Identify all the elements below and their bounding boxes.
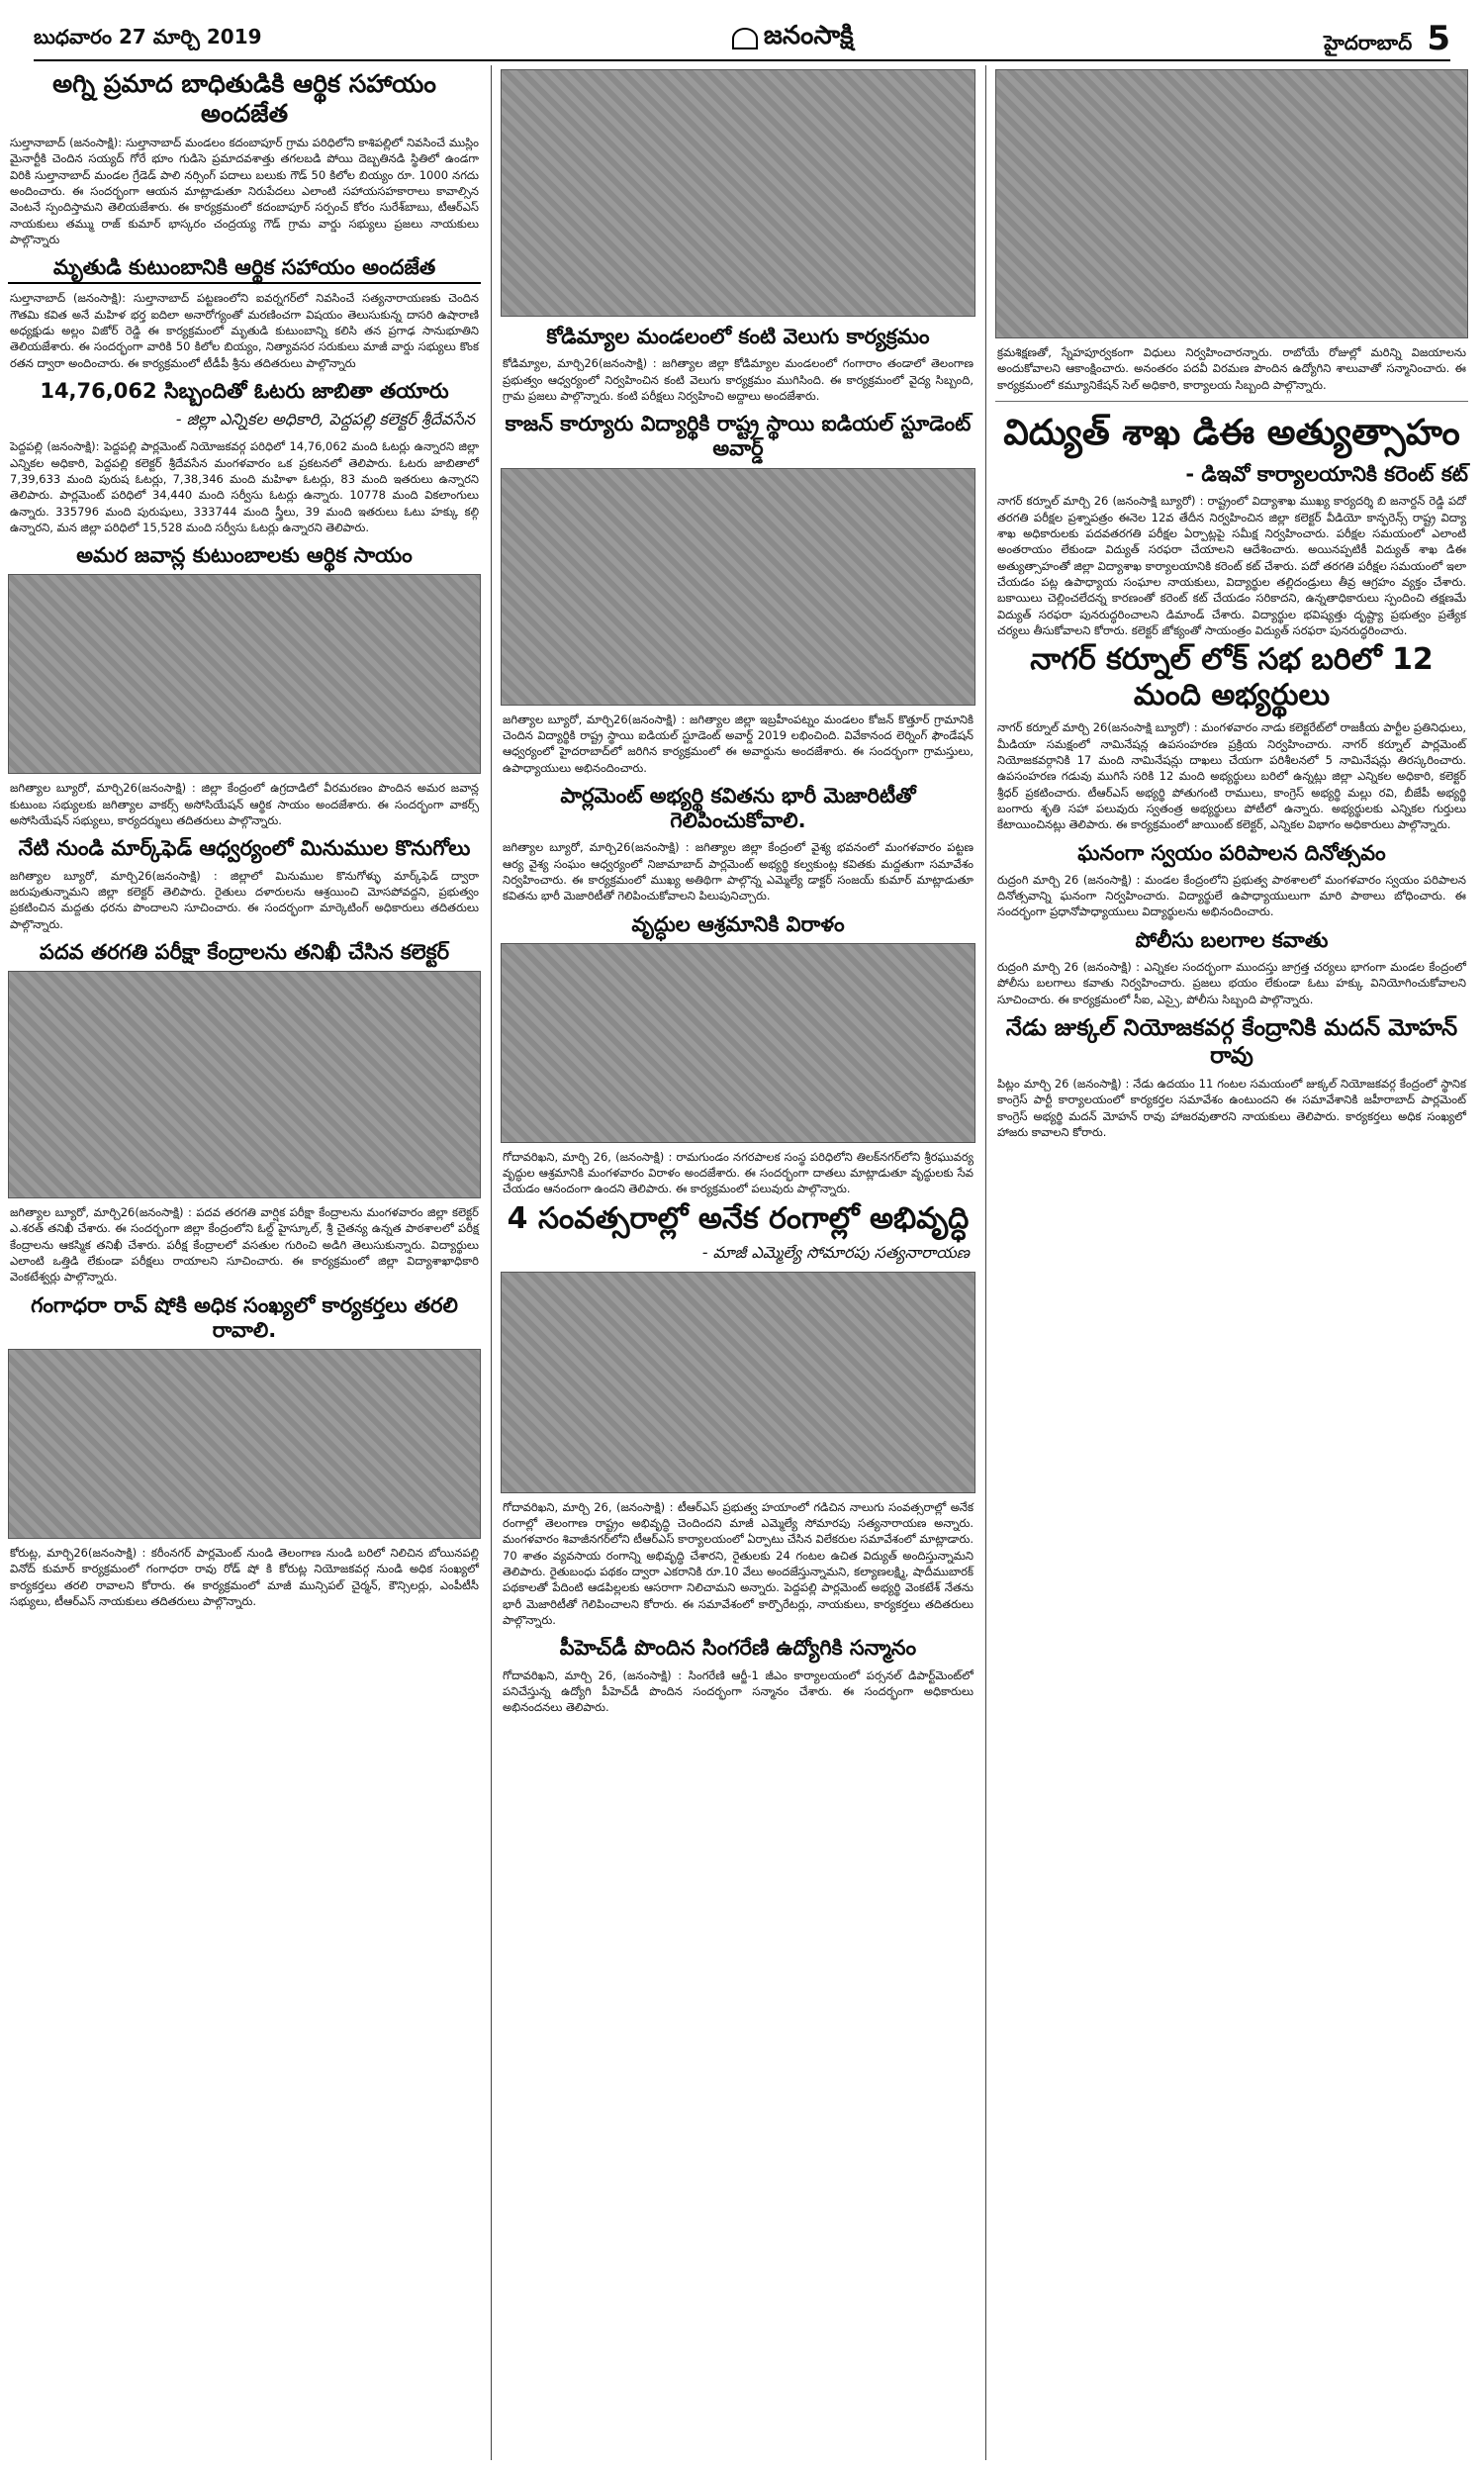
headline: కోడిమ్యాల మండలంలో కంటి వెలుగు కార్యక్రమం: [546, 325, 930, 348]
article-body: గోదావరిఖని, మార్చి 26, (జనంసాక్షి) : రామగుండం నగరపాలక సంస్థ పరిధిలోని తిలక్‌నగర్‌లోని శ్రీరఘువర్య వృద్ధుల ఆశ్రమానికి మంగళవారం విరాళం అందజేశారు. ఈ సందర్భంగా దాతలు మాట్లాడుతూ వృద్ధులకు సేవ చేయడం ఆనందంగా ఉందని తెలిపారు. ఈ కార్యక్రమంలో పలువురు పాల్గొన్నారు.: [503, 1149, 974, 1196]
news-photo: [8, 971, 481, 1198]
headline: విద్యుత్ శాఖ డిఈ అత్యుత్సాహం: [1003, 412, 1460, 453]
divider: [995, 401, 1468, 402]
article-body: పిట్లం మార్చి 26 (జనంసాక్షి) : నేడు ఉదయం 11 గంటల సమయంలో జుక్కల్ నియోజకవర్గ కేంద్రంలో స్థానిక కాంగ్రెస్ పార్టీ కార్యాలయంలో కార్యకర్తల సమావేశం ఉంటుందని ఈ సమావేశానికి జహీరాబాద్ పార్లమెంట్ కాంగ్రెస్ అభ్యర్థి మదన్ మోహన్ రావు హాజరవుతారని నాయకులు తెలిపారు. కార్యకర్తలు అధిక సంఖ్యలో హాజరు కావాలని కోరారు.: [997, 1077, 1466, 1140]
headline: వృద్ధుల ఆశ్రమానికి విరాళం: [631, 911, 845, 936]
article-body: సుల్తానాబాద్ (జనంసాక్షి): సుల్తానాబాద్ పట్టణంలోని ఐవర్నగర్‌లో నివసించే సత్యనారాయణకు చెందిన గౌతమి కవిత అనే మహిళ భర్త ఐదిలా అనారోగ్యంతో మరణించగా విషయం తెలుసుకున్న దాసరి ఉషారాణి అధ్యక్షుడు అల్లం విజోర్ రెడ్డి ఈ కార్యక్రమంలో మృతుడి కుటుంబాన్ని కలిసి తన ప్రగాఢ సానుభూతిని తెలియజేశారు. ఈ సందర్భంగా వారికి 50 కిలోల బియ్యం, నిత్యావసర సరుకులు మాజీ వార్డు సభ్యులు కొంక రతన ద్వారా అందించారు. ఈ కార్యక్రమంలో టీడీపీ శ్రీను తదితరులు పాల్గొన్నారు: [10, 291, 479, 370]
article-body: నాగర్ కర్నూల్ మార్చి 26 (జనంసాక్షి బ్యూరో) : రాష్ట్రంలో విద్యాశాఖ ముఖ్య కార్యదర్శి బి జనార్దన్ రెడ్డి పదో తరగతి పరీక్షల ప్రశ్నాపత్రం ఈనెల 12వ తేదీన నిర్వహించిన జిల్లా కలెక్టర్ వీడియో కాన్ఫరెన్స్ రాష్ట్ర విద్యా శాఖ అధికారులకు పదవతరగతి పరీక్షల ఏర్పాట్లపై సమీక్ష నిర్వహించారు. పరీక్షల సమయంలో ఎలాంటి అంతరాయం లేకుండా విద్యుత్ సరఫరా చేయాలని ఆదేశించారు. అయినప్పటికీ విద్యుత్ శాఖ డిఈ అత్యుత్సాహంతో జిల్లా విద్యాశాఖ కార్యాలయానికి కరెంట్ కట్ చేశారు. పదో తరగతి పరీక్షల సమయంలో ఇలా చేయడం పట్ల ఉపాధ్యాయ సంఘాల నాయకులు, విద్యార్థుల తల్లిదండ్రులు తీవ్ర ఆగ్రహం వ్యక్తం చేశారు. బకాయిలు చెల్లించలేదన్న కారణంతో కరెంట్ కట్ చేయడం సరికాదని, ఉన్నతాధికారులు స్పందించి తక్షణమే విద్యుత్ సరఫరా పునరుద్ధరించాలని డిమాండ్ చేశారు. విద్యార్థుల భవిష్యత్తు దృష్ట్యా ప్రభుత్వం ప్రత్యేక చర్యలు తీసుకోవాలని కోరారు. కలెక్టర్ జోక్యంతో సాయంత్రం విద్యుత్ సరఫరా పునరుద్ధరించారు.: [997, 494, 1466, 637]
headline: పార్లమెంట్ అభ్యర్థి కవితను భారీ మెజారిటీతో గెలిపించుకోవాలి.: [560, 783, 916, 833]
news-photo: [995, 69, 1468, 338]
article-body: గోదావరిఖని, మార్చి 26, (జనంసాక్షి) : టీఆర్ఎస్ ప్రభుత్వ హయాంలో గడిచిన నాలుగు సంవత్సరాల్లో అనేక రంగాల్లో తెలంగాణ రాష్ట్రం అభివృద్ధి చెందిందని మాజీ ఎమ్మెల్యే సోమారపు సత్యనారాయణ అన్నారు. మంగళవారం శివాజీనగర్‌లోని టీఆర్ఎస్ కార్యాలయంలో ఏర్పాటు చేసిన విలేకరుల సమావేశంలో మాట్లాడారు. 70 శాతం వ్యవసాయ రంగాన్ని అభివృద్ధి చేశారని, రైతులకు 24 గంటల ఉచిత విద్యుత్ అందిస్తున్నామని తెలిపారు. రైతుబంధు పథకం ద్వారా ఎకరానికి రూ.10 వేలు అందజేస్తున్నామని, కల్యాణలక్ష్మి, షాదీముబారక్ పథకాలతో పేదింటి ఆడపిల్లలకు ఆసరాగా నిలిచామని అన్నారు. పెద్దపల్లి పార్లమెంట్ అభ్యర్థి వెంకటేశ్ నేతను భారీ మెజారిటీతో గెలిపించాలని కోరారు. ఈ సమావేశంలో కార్పొరేటర్లు, నాయకులు, కార్యకర్తలు తదితరులు పాల్గొన్నారు.: [503, 1499, 974, 1628]
headline: పదవ తరగతి పరీక్షా కేంద్రాలను తనిఖీ చేసిన కలెక్టర్: [39, 939, 450, 964]
headline: నాగర్ కర్నూల్ లోక్ సభ బరిలో 12 మంది అభ్యర్థులు: [1030, 642, 1434, 714]
article-body: జగిత్యాల బ్యూరో, మార్చి26(జనంసాక్షి) : పదవ తరగతి వార్షిక పరీక్షా కేంద్రాలను మంగళవారం జిల్లా కలెక్టర్ ఎ.శరత్ తనిఖీ చేశారు. ఈ సందర్భంగా జిల్లా కేంద్రంలోని ఓల్డ్ హైస్కూల్, శ్రీ చైతన్య ఉన్నత పాఠశాలలో పరీక్ష కేంద్రాలను ఆకస్మిక తనిఖీ చేశారు. పరీక్ష కేంద్రాలలో వసతుల గురించి అడిగి తెలుసుకున్నారు. విద్యార్థులు ఎలాంటి ఒత్తిడి లేకుండా పరీక్షలు రాయాలని సూచించారు. ఈ కార్యక్రమంలో జిల్లా విద్యాశాఖాధికారి వెంకటేశ్వర్లు పాల్గొన్నారు.: [10, 1205, 479, 1285]
sub-headline: - డిఇవో కార్యాలయానికి కరెంట్ కట్: [1185, 462, 1468, 487]
article-body: జగిత్యాల బ్యూరో, మార్చి26(జనంసాక్షి) : జగిత్యాల జిల్లా ఇబ్రహీంపట్నం మండలం కోజన్ కొత్తూర్ గ్రామానికి చెందిన విద్యార్థికి రాష్ట్ర స్థాయి ఐడియల్ స్టూడెంట్ అవార్డ్ 2019 లభించింది. వివేకానంద లెర్నింగ్ ఫౌండేషన్ ఆధ్వర్యంలో హైదరాబాద్‌లో జరిగిన కార్యక్రమంలో ఈ అవార్డును అందజేశారు. ఈ సందర్భంగా గ్రామస్తులు, ఉపాధ్యాయులు అభినందించారు.: [503, 712, 974, 775]
column-middle: [497, 65, 979, 2460]
article-body: నాగర్ కర్నూల్ మార్చి 26(జనంసాక్షి బ్యూరో) : మంగళవారం నాడు కలెక్టరేట్‌లో రాజకీయ పార్టీల ప్రతినిధులు, మీడియా సమక్షంలో నామినేషన్ల ఉపసంహరణ ప్రక్రియ నిర్వహించారు. నాగర్ కర్నూల్ పార్లమెంట్ నియోజకవర్గానికి 17 మంది నామినేషన్లు దాఖలు చేయగా పరిశీలనలో 5 నామినేషన్లు తిరస్కరించారు. ఉపసంహరణ గడువు ముగిసే సరికి 12 మంది అభ్యర్థులు బరిలో ఉన్నట్లు జిల్లా ఎన్నికల అధికారి, కలెక్టర్ శ్రీధర్ ప్రకటించారు. టీఆర్ఎస్ అభ్యర్థి పోతుగంటి రాములు, కాంగ్రెస్ అభ్యర్థి మల్లు రవి, బీజేపీ అభ్యర్థి బంగారు శృతి సహా పలువురు స్వతంత్ర అభ్యర్థులు పోటీలో ఉన్నారు. అభ్యర్థులకు ఎన్నికల గుర్తులు కేటాయించినట్లు తెలిపారు. ఈ కార్యక్రమంలో జాయింట్ కలెక్టర్, ఎన్నికల విభాగం అధికారులు పాల్గొన్నారు.: [997, 720, 1466, 832]
article-body: జగిత్యాల బ్యూరో, మార్చి26(జనంసాక్షి) : జగిత్యాల జిల్లా కేంద్రంలో వైశ్య భవనంలో మంగళవారం పట్టణ ఆర్య వైశ్య సంఘం ఆధ్వర్యంలో నిజామాబాద్ పార్లమెంట్ అభ్యర్థి కల్వకుంట్ల కవితకు మద్దతుగా సమావేశం నిర్వహించారు. ఈ కార్యక్రమంలో ముఖ్య అతిథిగా పాల్గొన్న ఎమ్మెల్యే డాక్టర్ సంజయ్ కుమార్ మాట్లాడుతూ కవితను భారీ మెజారిటీతో గెలిపించుకోవాలని పిలుపునిచ్చారు.: [503, 840, 974, 904]
headline: గంగాధరా రావ్ షోకి అధిక సంఖ్యలో కార్యకర్తలు తరలి రావాలి.: [31, 1292, 458, 1342]
news-photo: [501, 69, 975, 317]
column-divider: [985, 65, 986, 2460]
article-body: సుల్తానాబాద్ (జనంసాక్షి): సుల్తానాబాద్ మండలం కదంబాపూర్ గ్రామ పరిధిలోని కాశిపల్లిలో నివసించే ముస్లిం మైనార్టీకి చెందిన సయ్యద్ గోరే భూం గుడిసె ప్రమాదవశాత్తు తగలబడి పోయి దెబ్బతినడి స్థితిలో ఉండగా విరికి సుల్తానాబాద్ మండల గ్రేడెడ్ పాలి నర్సింగ్ పదాలు బలుకు గౌడ్ 50 కిలోల బియ్యం రూ. 1000 నగదు అందించారు. ఈ సందర్భంగా ఆయన మాట్లాడుతూ నిరుపేదలు ఎలాంటి సహాయసహకారాలు కావాల్సిన వెంటనే స్పందిస్తామని తెలియజేశారు. ఈ కార్యక్రమంలో కదంబాపూర్ సర్పంచ్ కోరం సురేశ్‌బాబు, టీఆర్ఎస్ నాయకులు తమ్ము రాజ్ కుమార్ భాస్కరం చంద్రయ్య గౌడ్ గ్రామ వార్డు సభ్యులు ప్రజలు నాయకులు పాల్గొన్నారు: [10, 136, 479, 246]
headline: పీహెచ్‌డీ పొందిన సింగరేణి ఉద్యోగికి సన్మానం: [559, 1636, 917, 1661]
headline: 4 సంవత్సరాల్లో అనేక రంగాల్లో అభివృద్ధి: [507, 1200, 970, 1236]
page-number: 5: [1427, 18, 1450, 58]
news-photo: [501, 1272, 975, 1493]
edition-city: హైదరాబాద్: [1324, 30, 1413, 54]
column-right: [991, 65, 1472, 2460]
article-body: రుద్రంగి మార్చి 26 (జనంసాక్షి) : మండల కేంద్రంలోని ప్రభుత్వ పాఠశాలలో మంగళవారం స్వయం పరిపాలన దినోత్సవాన్ని ఘనంగా నిర్వహించారు. విద్యార్థులే ఉపాధ్యాయులుగా మారి పాఠాలు బోధించారు. ఈ సందర్భంగా ప్రధానోపాధ్యాయులు విద్యార్థులను అభినందించారు.: [997, 872, 1466, 919]
newspaper-title: జనంసాక్షి: [763, 21, 854, 50]
article-body: కోరుట్ల, మార్చి26(జనంసాక్షి) : కరీంనగర్ పార్లమెంట్ నుండి తెలంగాణ నుండి బరిలో నిలిచిన బోయినపల్లి వినోద్ కుమార్ కార్యక్రమంలో గంగాధరా రావు రోడ్ షో కి కోరుట్ల నియోజకవర్గ నుండి అధిక సంఖ్యలో కార్యకర్తలు తరలి రావాలని కోరారు. ఈ కార్యక్రమంలో మాజీ మున్సిపల్ చైర్మన్, కౌన్సిలర్లు, ఎంపీటీసీ సభ్యులు, టీఆర్ఎస్ నాయకులు తదితరులు పాల్గొన్నారు.: [10, 1546, 479, 1609]
headline: అమర జవాన్ల కుటుంబాలకు ఆర్థిక సాయం: [76, 543, 413, 568]
article-body: జగిత్యాల బ్యూరో, మార్చి26(జనంసాక్షి) : జిల్లాలో మినుముల కొనుగోళ్ళు మార్క్‌ఫెడ్ ద్వారా జరుపుతున్నామని జిల్లా కలెక్టర్ తెలిపారు. రైతులు దళారులను ఆశ్రయించి మోసపోవద్దని, ప్రభుత్వం ప్రకటించిన మద్దతు ధరను పొందాలని సూచించారు. ఈ సందర్భంగా మార్కెటింగ్ అధికారులు తదితరులు పాల్గొన్నారు.: [10, 868, 479, 931]
column-divider: [491, 65, 492, 2460]
headline: మృతుడి కుటుంబానికి ఆర్థిక సహాయం అందజేత: [8, 255, 481, 284]
article-body: పెద్దపల్లి (జనంసాక్షి): పెద్దపల్లి పార్లమెంట్ నియోజకవర్గ పరిధిలో 14,76,062 మంది ఓటర్లు ఉన్నారని జిల్లా ఎన్నికల అధికారి, పెద్దపల్లి కలెక్టర్ శ్రీదేవసేన మంగళవారం ఒక ప్రకటనలో తెలిపారు. ఓటరు జాబితాలో 7,39,633 మంది పురుష ఓటర్లు, 7,38,346 మంది మహిళా ఓటర్లు, 83 మంది ఇతరులు ఉన్నారని తెలిపారు. పార్లమెంట్ పరిధిలో 34,440 మంది సర్వీసు ఓటర్లు ఉన్నారు. 10778 మంది వికలాంగులు ఉన్నారు. 335796 మంది పురుషులు, 333744 మంది స్త్రీలు, 39 మంది ఇతరులు ఓటు హక్కు కల్గి ఉన్నారని, మన జిల్లా పరిధిలో 15,528 మంది సర్వీసు ఓటర్లు ఉన్నారని తెలిపారు.: [10, 439, 479, 534]
edition-right: [1324, 19, 1450, 59]
paper-logo-icon: [732, 28, 758, 49]
headline: 14,76,062 సిబ్బందితో ఓటరు జాబితా తయారు: [40, 379, 449, 404]
headline: అగ్ని ప్రమాద బాధితుడికి ఆర్థిక సహాయం అందజేత: [52, 69, 436, 128]
news-photo: [8, 574, 481, 774]
article-body: కోడిమ్యాల, మార్చి26(జనంసాక్షి) : జగిత్యాల జిల్లా కోడిమ్యాల మండలంలో గంగారాం తండాలో తెలంగాణ ప్రభుత్వం ఆధ్వర్యంలో నిర్వహించిన కంటి వెలుగు కార్యక్రమం ముగిసింది. ఈ కార్యక్రమంలో వైద్య సిబ్బంది, గ్రామ ప్రజలు పాల్గొన్నారు. కంటి పరీక్షలు నిర్వహించి అద్దాలు అందజేశారు.: [503, 356, 974, 403]
column-left: [4, 65, 485, 2460]
article-body: జగిత్యాల బ్యూరో, మార్చి26(జనంసాక్షి) : జిల్లా కేంద్రంలో ఉగ్రదాడిలో వీరమరణం పొందిన అమర జవాన్ల కుటుంబ సభ్యులకు జగిత్యాల వాకర్స్ అసోసియేషన్ ఆర్థిక సాయం అందజేశారు. ఈ సందర్భంగా వాకర్స్ అసోసియేషన్ సభ్యులు, కార్యదర్శులు తదితరులు పాల్గొన్నారు.: [10, 781, 479, 828]
newspaper-name: [732, 21, 854, 56]
edition-date: బుధవారం 27 మార్చి 2019: [34, 24, 262, 48]
byline: - జిల్లా ఎన్నికల అధికారి, పెద్దపల్లి కలెక్టర్ శ్రీదేవసేన: [175, 410, 475, 429]
news-photo: [8, 1349, 481, 1539]
article-body: రుద్రంగి మార్చి 26 (జనంసాక్షి) : ఎన్నికల సందర్భంగా ముందస్తు జాగ్రత్త చర్యలు భాగంగా మండల కేంద్రంలో పోలీసు బలగాలు కవాతు నిర్వహించారు. ప్రజలు భయం లేకుండా ఓటు హక్కు వినియోగించుకోవాలని సూచించారు. ఈ కార్యక్రమంలో సీఐ, ఎస్సై, పోలీసు సిబ్బంది పాల్గొన్నారు.: [997, 959, 1466, 1006]
headline: నేడు జుక్కల్ నియోజకవర్గ కేంద్రానికి మదన్ మోహన్ రావు: [1005, 1014, 1458, 1069]
headline: కాజన్ కార్యూరు విద్యార్థికి రాష్ట్ర స్థాయి ఐడియల్ స్టూడెంట్ అవార్డ్: [505, 412, 972, 461]
headline: నేటి నుండి మార్క్‌ఫెడ్ ఆధ్వర్యంలో మినుముల కొనుగోలు: [18, 836, 471, 861]
headline: పోలీసు బలగాల కవాతు: [1135, 927, 1329, 952]
article-body: క్రమశిక్షణతో, స్నేహపూర్వకంగా విధులు నిర్వహించారన్నారు. రాబోయే రోజుల్లో మరిన్ని విజయాలను అందుకోవాలని ఆకాంక్షించారు. అనంతరం పదవీ విరమణ పొందిన ఉద్యోగిని శాలువాతో సన్మానించారు. ఈ కార్యక్రమంలో కమ్యూనికేషన్ సెల్ అధికారి, కార్యాలయ సిబ్బంది పాల్గొన్నారు.: [997, 345, 1466, 392]
article-body: గోదావరిఖని, మార్చి 26, (జనంసాక్షి) : సింగరేణి ఆర్జీ-1 జీఎం కార్యాలయంలో పర్సనల్ డిపార్ట్‌మెంట్‌లో పనిచేస్తున్న ఉద్యోగి పీహెచ్‌డీ పొందిన సందర్భంగా సన్మానం చేశారు. ఈ సందర్భంగా అధికారులు అభినందనలు తెలిపారు.: [503, 1667, 974, 1715]
news-photo: [501, 943, 975, 1143]
headline: ఘనంగా స్వయం పరిపాలన దినోత్సవం: [1077, 840, 1386, 865]
news-photo: [501, 468, 975, 706]
masthead: [34, 18, 1450, 61]
byline: - మాజీ ఎమ్మెల్యే సోమారపు సత్యనారాయణ: [701, 1242, 970, 1262]
